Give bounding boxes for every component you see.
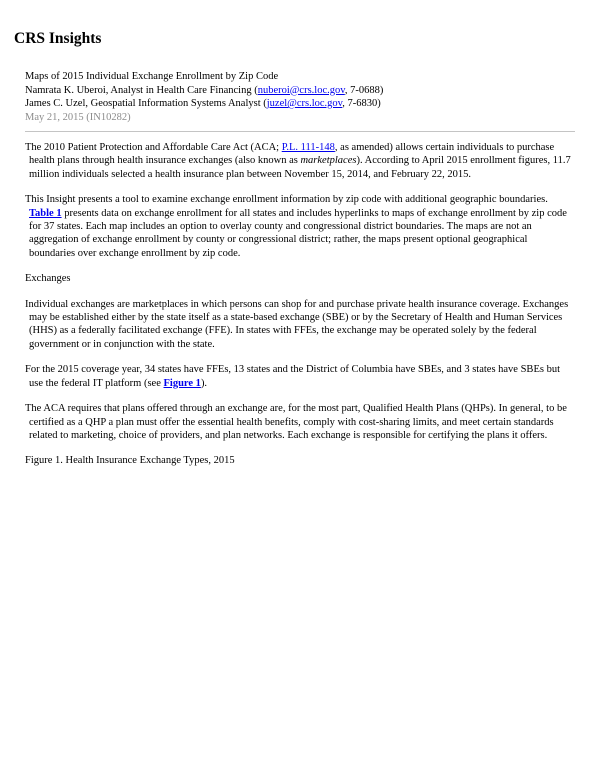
author-line xyxy=(25,84,575,98)
author-line xyxy=(25,97,575,111)
doc-header xyxy=(25,70,575,124)
author-text: Namrata K. Uberoi, Analyst in Health Care Financing ( xyxy=(25,84,258,96)
text-run: presents data on exchange enrollment for all states and includes hyperlinks to maps of exchange enrollment by zip code for 37 states. Each map includes an option to overlay county and congressional district boundaries. The maps are not an aggregation of exchange enrollment by county or congressional district; rather, the maps present optional geographical boundaries over exchange enrollment by zip code. xyxy=(29,207,567,259)
author-text: , 7-0688) xyxy=(344,84,384,96)
page-title: CRS Insights xyxy=(14,30,102,47)
pl-111-148-link[interactable]: P.L. 111-148 xyxy=(281,142,335,153)
para-exchange-definition xyxy=(25,298,575,352)
para-insight-tool xyxy=(25,193,575,260)
text-run: The ACA requires that plans offered through an exchange are, for the most part, Qualified Health Plans (QHPs). In general, to be certified as a QHP a plan must offer the essential health benefits, comply with cost-sharing limits, and meet certain standards related to marketing, choice of providers, and plan networks. Each exchange is responsible for certifying the plans it offers. xyxy=(25,403,567,441)
text-run: Figure 1. Health Insurance Exchange Types, 2015 xyxy=(25,455,235,467)
header-divider xyxy=(25,131,575,132)
figure-1-link[interactable]: Figure 1 xyxy=(163,377,201,389)
text-run: The 2010 Patient Protection and Affordable Care Act (ACA; xyxy=(25,142,282,153)
figure-1-caption xyxy=(25,454,575,467)
nuberoi-email-link[interactable]: nuberoi@crs.loc.gov xyxy=(257,84,345,96)
text-run: , as amended) allows certain individuals to purchase health plans through health insurance exchanges (also known as xyxy=(29,142,555,167)
doc-title: Maps of 2015 Individual Exchange Enrollment by Zip Code xyxy=(25,71,279,82)
juzel-email-link[interactable]: juzel@crs.loc.gov xyxy=(266,98,343,109)
author-text: , 7-6830) xyxy=(342,98,381,109)
text-run: Individual exchanges are marketplaces in which persons can shop for and purchase private health insurance coverage. Exchanges may be established either by the state itself as a state-based exchange (SBE) or by the Secretary of Health and Human Services (HHS) as a federally facilitated exchange (FFE). In states with FFEs, the exchange may be operated solely by the federal government or in conjunction with the state. xyxy=(25,298,569,350)
text-run: For the 2015 coverage year, 34 states have FFEs, 13 states and the District of Columbia have SBEs, and 3 states have SBEs but use the federal IT platform (see xyxy=(25,364,560,389)
author-text: James C. Uzel, Geospatial Information Systems Analyst ( xyxy=(25,98,267,109)
para-aca-overview xyxy=(25,141,575,181)
text-run: marketplaces xyxy=(300,155,357,167)
para-2015-coverage-year xyxy=(25,363,575,390)
text-run: This Insight presents a tool to examine exchange enrollment information by zip code with additional geographic boundaries. xyxy=(25,194,548,206)
para-qhp-requirements xyxy=(25,402,575,442)
heading-exchanges xyxy=(25,272,575,285)
table-1-link[interactable]: Table 1 xyxy=(29,207,62,219)
document-body xyxy=(25,141,575,468)
text-run: ). According to April 2015 enrollment figures, 11.7 million individuals selected a health insurance plan between November 15, 2014, and February 22, 2015. xyxy=(29,155,571,180)
text-run: ). xyxy=(200,377,208,389)
date-report-number: May 21, 2015 (IN10282) xyxy=(25,111,131,123)
text-run: Exchanges xyxy=(25,273,71,285)
